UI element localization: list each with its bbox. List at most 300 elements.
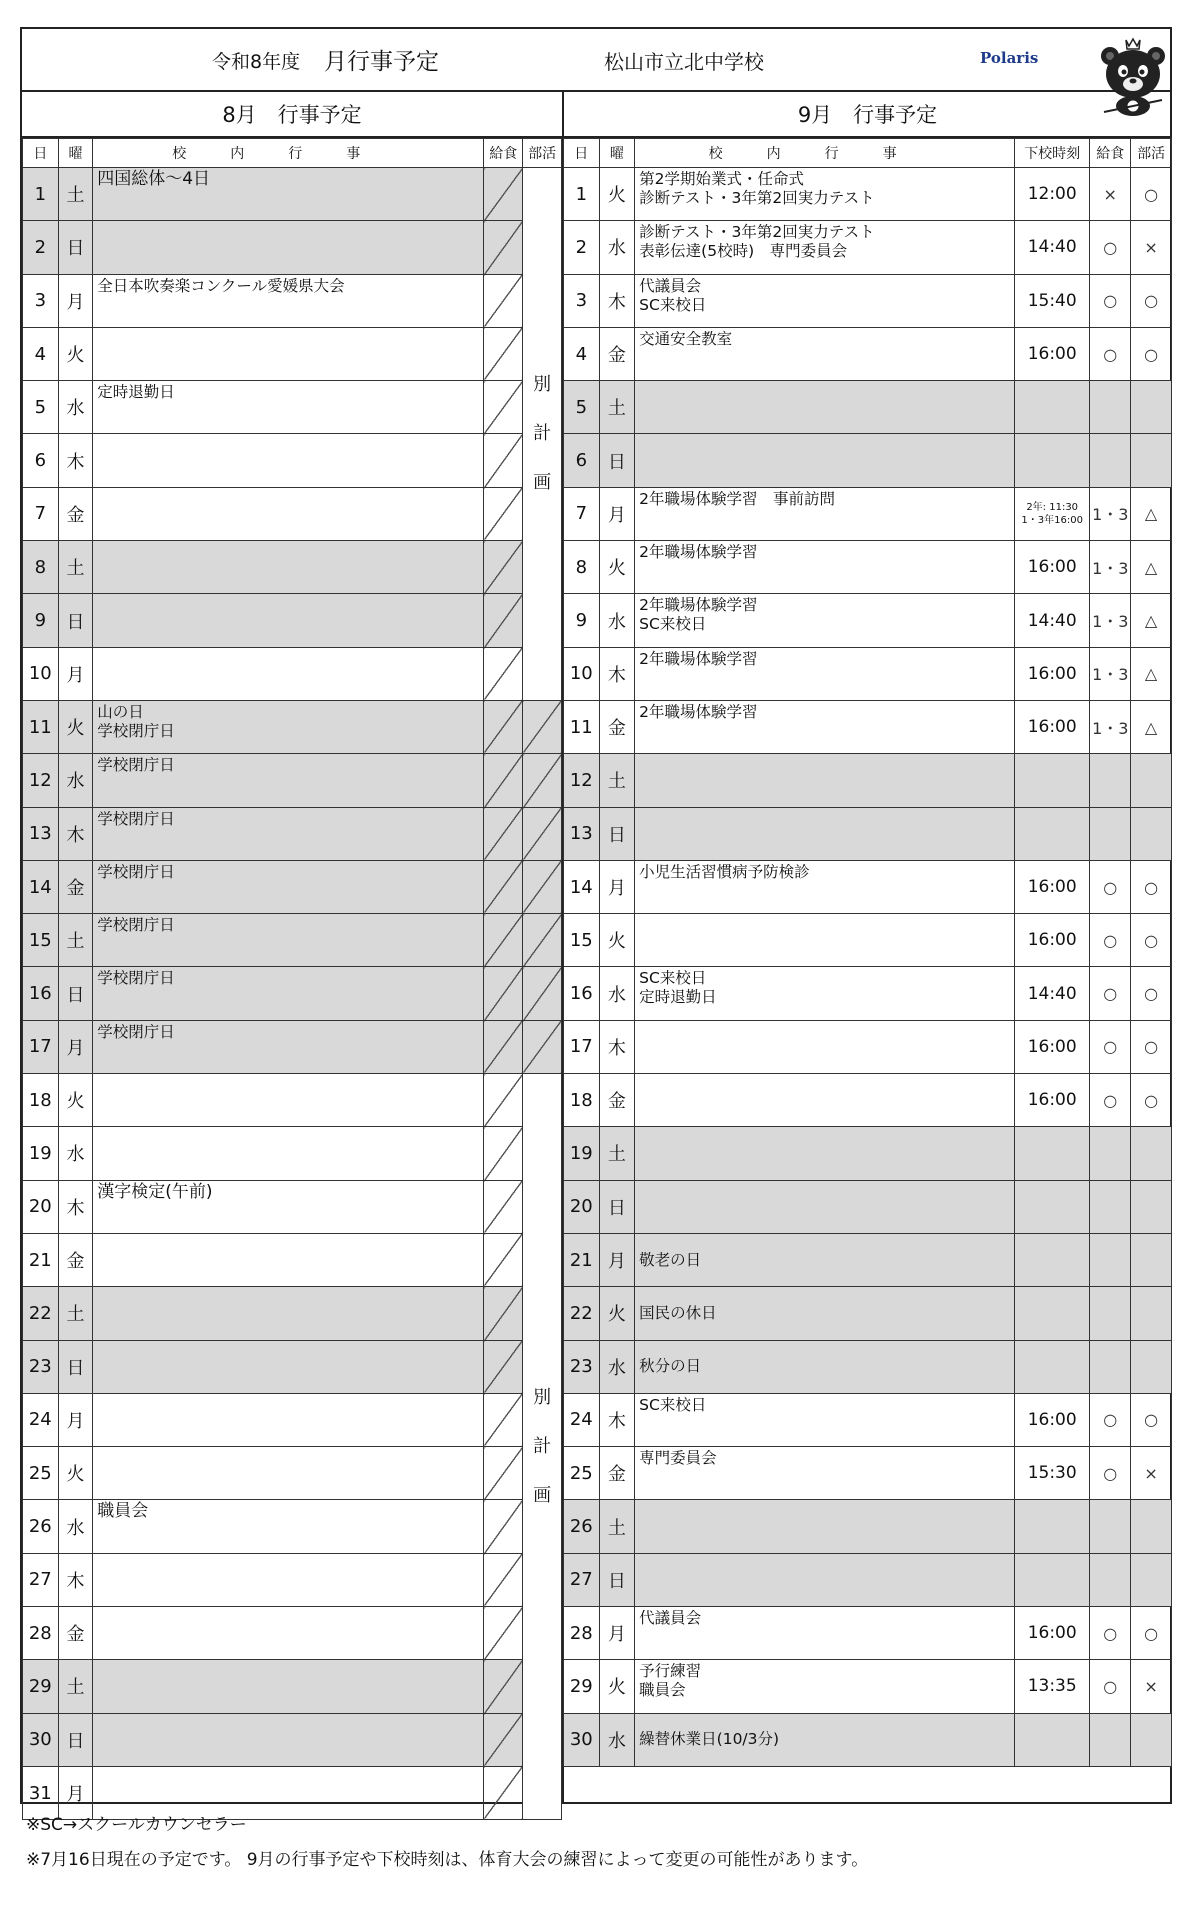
lunch-mark xyxy=(1090,1127,1131,1180)
event-text xyxy=(635,807,1015,860)
lunch-none xyxy=(484,1340,523,1393)
day-number: 25 xyxy=(23,1447,59,1500)
col-dismissal: 下校時刻 xyxy=(1015,139,1090,168)
day-number: 18 xyxy=(564,1074,600,1127)
weekday: 土 xyxy=(599,381,635,434)
august-row xyxy=(23,594,562,647)
event-text xyxy=(635,434,1015,487)
august-title: 8月 行事予定 xyxy=(22,92,562,138)
footnote-schedule-change: ※7月16日現在の予定です。 9月の行事予定や下校時刻は、体育大会の練習によって変更の可能性があります。 xyxy=(26,1850,869,1870)
lunch-mark: ○ xyxy=(1090,221,1131,274)
col-events: 校内行事 xyxy=(635,139,1015,168)
col-weekday: 曜 xyxy=(599,139,635,168)
event-text xyxy=(93,1287,484,1340)
lunch-mark: ○ xyxy=(1090,860,1131,913)
weekday: 月 xyxy=(599,1607,635,1660)
weekday: 土 xyxy=(58,541,93,594)
dismissal-time: 16:00 xyxy=(1015,541,1090,594)
august-row xyxy=(23,168,562,221)
fiscal-year: 令和8年度 xyxy=(212,51,301,73)
weekday: 月 xyxy=(599,860,635,913)
september-table xyxy=(563,138,1172,1820)
august-row xyxy=(23,1020,562,1073)
club-mark xyxy=(1131,381,1172,434)
event-text xyxy=(93,1074,484,1127)
event-text xyxy=(93,327,484,380)
august-row xyxy=(23,1713,562,1766)
weekday: 火 xyxy=(599,1660,635,1713)
lunch-none xyxy=(484,1553,523,1606)
day-number: 4 xyxy=(564,327,600,380)
club-mark: ○ xyxy=(1131,274,1172,327)
event-text: 予行練習 職員会 xyxy=(635,1660,1015,1713)
weekday: 水 xyxy=(599,221,635,274)
lunch-mark: × xyxy=(1090,168,1131,221)
event-text: 学校閉庁日 xyxy=(93,967,484,1020)
dismissal-time xyxy=(1015,434,1090,487)
august-row xyxy=(23,487,562,540)
lunch-none xyxy=(484,1020,523,1073)
club-mark xyxy=(1131,1713,1172,1766)
weekday: 土 xyxy=(58,1660,93,1713)
september-row xyxy=(564,1127,1172,1180)
dismissal-time xyxy=(1015,1127,1090,1180)
dismissal-time: 13:35 xyxy=(1015,1660,1090,1713)
event-text: 秋分の日 xyxy=(635,1340,1015,1393)
event-text xyxy=(635,1500,1015,1553)
event-text: 代議員会 SC来校日 xyxy=(635,274,1015,327)
dismissal-time: 16:00 xyxy=(1015,1074,1090,1127)
day-number: 1 xyxy=(23,168,59,221)
september-row xyxy=(564,967,1172,1020)
lunch-none xyxy=(484,381,523,434)
lunch-mark: ○ xyxy=(1090,274,1131,327)
event-text: 学校閉庁日 xyxy=(93,860,484,913)
event-text: 学校閉庁日 xyxy=(93,807,484,860)
day-number: 22 xyxy=(23,1287,59,1340)
weekday: 水 xyxy=(58,754,93,807)
lunch-mark xyxy=(1090,1340,1131,1393)
lunch-mark: ○ xyxy=(1090,1020,1131,1073)
weekday: 金 xyxy=(58,487,93,540)
weekday: 月 xyxy=(58,1393,93,1446)
weekday: 土 xyxy=(58,168,93,221)
lunch-none xyxy=(484,1393,523,1446)
polaris-logo-text: Polaris xyxy=(980,49,1039,67)
august-row xyxy=(23,221,562,274)
lunch-none xyxy=(484,221,523,274)
weekday: 金 xyxy=(599,700,635,753)
day-number: 2 xyxy=(23,221,59,274)
day-number: 28 xyxy=(564,1607,600,1660)
weekday: 日 xyxy=(599,1553,635,1606)
event-text: 2年職場体験学習 事前訪問 xyxy=(635,487,1015,540)
club-mark xyxy=(1131,1233,1172,1286)
august-row xyxy=(23,1660,562,1713)
weekday: 金 xyxy=(599,1074,635,1127)
lunch-none xyxy=(484,700,523,753)
dismissal-time: 14:40 xyxy=(1015,221,1090,274)
event-text: 代議員会 xyxy=(635,1607,1015,1660)
club-none xyxy=(523,967,562,1020)
event-text xyxy=(93,1660,484,1713)
club-mark xyxy=(1131,434,1172,487)
event-text xyxy=(635,1127,1015,1180)
september-row xyxy=(564,1074,1172,1127)
lunch-none xyxy=(484,168,523,221)
lunch-none xyxy=(484,1180,523,1233)
weekday: 火 xyxy=(599,1287,635,1340)
day-number: 8 xyxy=(23,541,59,594)
lunch-mark: ○ xyxy=(1090,1607,1131,1660)
weekday: 木 xyxy=(58,434,93,487)
weekday: 木 xyxy=(58,1180,93,1233)
lunch-mark xyxy=(1090,1287,1131,1340)
event-text: 定時退勤日 xyxy=(93,381,484,434)
dismissal-time xyxy=(1015,1713,1090,1766)
lunch-mark: 1・3 xyxy=(1090,541,1131,594)
weekday: 土 xyxy=(58,1287,93,1340)
weekday: 月 xyxy=(599,487,635,540)
day-number: 29 xyxy=(564,1660,600,1713)
september-title: 9月 行事予定 xyxy=(563,92,1172,138)
lunch-mark xyxy=(1090,754,1131,807)
club-mark: △ xyxy=(1131,700,1172,753)
event-text: 職員会 xyxy=(93,1500,484,1553)
weekday: 金 xyxy=(58,1607,93,1660)
september-row xyxy=(564,700,1172,753)
weekday: 金 xyxy=(599,327,635,380)
lunch-mark xyxy=(1090,1180,1131,1233)
club-mark: × xyxy=(1131,1660,1172,1713)
day-number: 19 xyxy=(23,1127,59,1180)
schedule-frame xyxy=(20,27,1172,1804)
lunch-none xyxy=(484,1074,523,1127)
day-number: 1 xyxy=(564,168,600,221)
dismissal-time xyxy=(1015,807,1090,860)
september-row xyxy=(564,327,1172,380)
september-row xyxy=(564,754,1172,807)
day-number: 16 xyxy=(23,967,59,1020)
lunch-mark: 1・3 xyxy=(1090,700,1131,753)
page-title: 月行事予定 xyxy=(324,49,439,75)
club-mark xyxy=(1131,1287,1172,1340)
weekday: 土 xyxy=(599,1500,635,1553)
lunch-mark xyxy=(1090,434,1131,487)
september-row xyxy=(564,647,1172,700)
day-number: 13 xyxy=(564,807,600,860)
dismissal-time xyxy=(1015,1340,1090,1393)
day-number: 3 xyxy=(23,274,59,327)
august-row xyxy=(23,327,562,380)
lunch-none xyxy=(484,967,523,1020)
club-mark xyxy=(1131,754,1172,807)
event-text: SC来校日 xyxy=(635,1393,1015,1446)
lunch-none xyxy=(484,860,523,913)
august-row xyxy=(23,1500,562,1553)
weekday: 月 xyxy=(58,1020,93,1073)
dismissal-time: 16:00 xyxy=(1015,1393,1090,1446)
club-separate-plan: 別 計 画 xyxy=(523,168,562,701)
event-text xyxy=(635,1553,1015,1606)
september-row xyxy=(564,1340,1172,1393)
club-mark: △ xyxy=(1131,594,1172,647)
lunch-mark xyxy=(1090,1553,1131,1606)
september-row xyxy=(564,1713,1172,1766)
event-text xyxy=(93,594,484,647)
weekday: 木 xyxy=(599,274,635,327)
club-mark: ○ xyxy=(1131,327,1172,380)
weekday: 日 xyxy=(58,1713,93,1766)
club-none xyxy=(523,1020,562,1073)
event-text: 学校閉庁日 xyxy=(93,1020,484,1073)
event-text xyxy=(635,914,1015,967)
club-mark xyxy=(1131,1127,1172,1180)
event-text: 学校閉庁日 xyxy=(93,754,484,807)
september-row xyxy=(564,1607,1172,1660)
event-text: 繰替休業日(10/3分) xyxy=(635,1713,1015,1766)
august-table xyxy=(22,138,562,1820)
lunch-none xyxy=(484,1500,523,1553)
weekday: 水 xyxy=(599,1713,635,1766)
club-mark xyxy=(1131,807,1172,860)
day-number: 23 xyxy=(23,1340,59,1393)
event-text xyxy=(93,434,484,487)
club-mark: ○ xyxy=(1131,1020,1172,1073)
day-number: 5 xyxy=(23,381,59,434)
weekday: 火 xyxy=(599,168,635,221)
lunch-none xyxy=(484,914,523,967)
day-number: 8 xyxy=(564,541,600,594)
lunch-none xyxy=(484,487,523,540)
event-text xyxy=(93,1713,484,1766)
club-mark: ○ xyxy=(1131,914,1172,967)
club-mark: ○ xyxy=(1131,1074,1172,1127)
day-number: 24 xyxy=(564,1393,600,1446)
event-text xyxy=(635,1074,1015,1127)
weekday: 金 xyxy=(58,860,93,913)
event-text xyxy=(635,1180,1015,1233)
lunch-mark: 1・3 xyxy=(1090,594,1131,647)
dismissal-time: 16:00 xyxy=(1015,1607,1090,1660)
weekday: 日 xyxy=(599,807,635,860)
weekday: 月 xyxy=(58,1766,93,1819)
weekday: 水 xyxy=(599,967,635,1020)
club-mark: ○ xyxy=(1131,168,1172,221)
event-text xyxy=(93,487,484,540)
day-number: 29 xyxy=(23,1660,59,1713)
lunch-none xyxy=(484,647,523,700)
event-text: 交通安全教室 xyxy=(635,327,1015,380)
event-text xyxy=(93,647,484,700)
weekday: 火 xyxy=(599,914,635,967)
club-separate-plan: 別 計 画 xyxy=(523,1074,562,1820)
day-number: 14 xyxy=(23,860,59,913)
september-row xyxy=(564,541,1172,594)
lunch-mark xyxy=(1090,381,1131,434)
school-name: 松山市立北中学校 xyxy=(604,50,764,74)
september-row xyxy=(564,1020,1172,1073)
page-header xyxy=(22,29,1170,92)
lunch-mark: ○ xyxy=(1090,1447,1131,1500)
lunch-mark: 1・3 xyxy=(1090,647,1131,700)
weekday: 日 xyxy=(599,434,635,487)
day-number: 11 xyxy=(23,700,59,753)
september-row xyxy=(564,1553,1172,1606)
weekday: 日 xyxy=(58,967,93,1020)
event-text xyxy=(635,381,1015,434)
club-mark xyxy=(1131,1340,1172,1393)
lunch-mark: 1・3 xyxy=(1090,487,1131,540)
day-number: 6 xyxy=(23,434,59,487)
september-row xyxy=(564,594,1172,647)
lunch-mark xyxy=(1090,1500,1131,1553)
august-row xyxy=(23,1553,562,1606)
col-club: 部活 xyxy=(523,139,562,168)
lunch-mark: ○ xyxy=(1090,327,1131,380)
day-number: 19 xyxy=(564,1127,600,1180)
august-row xyxy=(23,967,562,1020)
august-row xyxy=(23,647,562,700)
day-number: 18 xyxy=(23,1074,59,1127)
dismissal-time: 16:00 xyxy=(1015,647,1090,700)
day-number: 28 xyxy=(23,1607,59,1660)
day-number: 10 xyxy=(564,647,600,700)
day-number: 27 xyxy=(564,1553,600,1606)
event-text: 2年職場体験学習 xyxy=(635,541,1015,594)
dismissal-time xyxy=(1015,381,1090,434)
weekday: 木 xyxy=(599,647,635,700)
september-row xyxy=(564,1500,1172,1553)
col-events: 校内行事 xyxy=(93,139,484,168)
event-text: 学校閉庁日 xyxy=(93,914,484,967)
event-text: 全日本吹奏楽コンクール愛媛県大会 xyxy=(93,274,484,327)
day-number: 30 xyxy=(564,1713,600,1766)
lunch-mark xyxy=(1090,1233,1131,1286)
september-row xyxy=(564,860,1172,913)
weekday: 土 xyxy=(599,754,635,807)
weekday: 日 xyxy=(58,1340,93,1393)
club-mark: ○ xyxy=(1131,860,1172,913)
col-lunch: 給食 xyxy=(484,139,523,168)
event-text xyxy=(635,1020,1015,1073)
august-row xyxy=(23,541,562,594)
august-row xyxy=(23,274,562,327)
event-text xyxy=(93,1233,484,1286)
lunch-none xyxy=(484,594,523,647)
event-text xyxy=(93,1393,484,1446)
weekday: 月 xyxy=(599,1233,635,1286)
day-number: 9 xyxy=(564,594,600,647)
september-row xyxy=(564,381,1172,434)
august-row xyxy=(23,914,562,967)
lunch-none xyxy=(484,807,523,860)
september-row xyxy=(564,168,1172,221)
dismissal-time xyxy=(1015,1233,1090,1286)
day-number: 3 xyxy=(564,274,600,327)
weekday: 木 xyxy=(58,807,93,860)
event-text: 山の日 学校閉庁日 xyxy=(93,700,484,753)
day-number: 17 xyxy=(564,1020,600,1073)
september-row xyxy=(564,487,1172,540)
august-row xyxy=(23,1074,562,1127)
lunch-none xyxy=(484,1607,523,1660)
event-text: SC来校日 定時退勤日 xyxy=(635,967,1015,1020)
col-weekday: 曜 xyxy=(58,139,93,168)
weekday: 土 xyxy=(599,1127,635,1180)
lunch-none xyxy=(484,274,523,327)
dismissal-time: 14:40 xyxy=(1015,594,1090,647)
club-mark: △ xyxy=(1131,647,1172,700)
august-row xyxy=(23,1340,562,1393)
day-number: 12 xyxy=(564,754,600,807)
event-text xyxy=(93,1607,484,1660)
empty-cell xyxy=(564,1766,1172,1819)
august-row xyxy=(23,1180,562,1233)
weekday: 日 xyxy=(599,1180,635,1233)
lunch-none xyxy=(484,1713,523,1766)
august-row xyxy=(23,381,562,434)
dismissal-time: 15:40 xyxy=(1015,274,1090,327)
col-day: 日 xyxy=(564,139,600,168)
september-row xyxy=(564,434,1172,487)
club-mark: ○ xyxy=(1131,1607,1172,1660)
day-number: 25 xyxy=(564,1447,600,1500)
weekday: 木 xyxy=(58,1553,93,1606)
lunch-mark: ○ xyxy=(1090,1660,1131,1713)
event-text xyxy=(93,1553,484,1606)
august-row xyxy=(23,1447,562,1500)
lunch-none xyxy=(484,327,523,380)
lunch-none xyxy=(484,1766,523,1819)
dismissal-time xyxy=(1015,1553,1090,1606)
day-number: 31 xyxy=(23,1766,59,1819)
lunch-mark: ○ xyxy=(1090,914,1131,967)
event-text: 専門委員会 xyxy=(635,1447,1015,1500)
september-row xyxy=(564,1447,1172,1500)
event-text: 診断テスト・3年第2回実力テスト 表彰伝達(5校時) 専門委員会 xyxy=(635,221,1015,274)
event-text: 小児生活習慣病予防検診 xyxy=(635,860,1015,913)
footnote-sc: ※SC→スクールカウンセラー xyxy=(26,1815,247,1835)
day-number: 15 xyxy=(564,914,600,967)
club-none xyxy=(523,807,562,860)
weekday: 土 xyxy=(58,914,93,967)
club-mark: ○ xyxy=(1131,1393,1172,1446)
dismissal-time: 16:00 xyxy=(1015,700,1090,753)
september-row xyxy=(564,1233,1172,1286)
weekday: 月 xyxy=(58,274,93,327)
day-number: 13 xyxy=(23,807,59,860)
club-mark: △ xyxy=(1131,487,1172,540)
event-text xyxy=(93,1447,484,1500)
august-row xyxy=(23,807,562,860)
day-number: 4 xyxy=(23,327,59,380)
day-number: 15 xyxy=(23,914,59,967)
september-row xyxy=(564,1287,1172,1340)
lunch-none xyxy=(484,1660,523,1713)
event-text xyxy=(635,754,1015,807)
event-text xyxy=(93,541,484,594)
august-row xyxy=(23,1607,562,1660)
day-number: 26 xyxy=(564,1500,600,1553)
club-mark: × xyxy=(1131,221,1172,274)
dismissal-time: 14:40 xyxy=(1015,967,1090,1020)
weekday: 火 xyxy=(58,700,93,753)
weekday: 水 xyxy=(599,594,635,647)
weekday: 木 xyxy=(599,1393,635,1446)
lunch-none xyxy=(484,754,523,807)
august-row xyxy=(23,1127,562,1180)
